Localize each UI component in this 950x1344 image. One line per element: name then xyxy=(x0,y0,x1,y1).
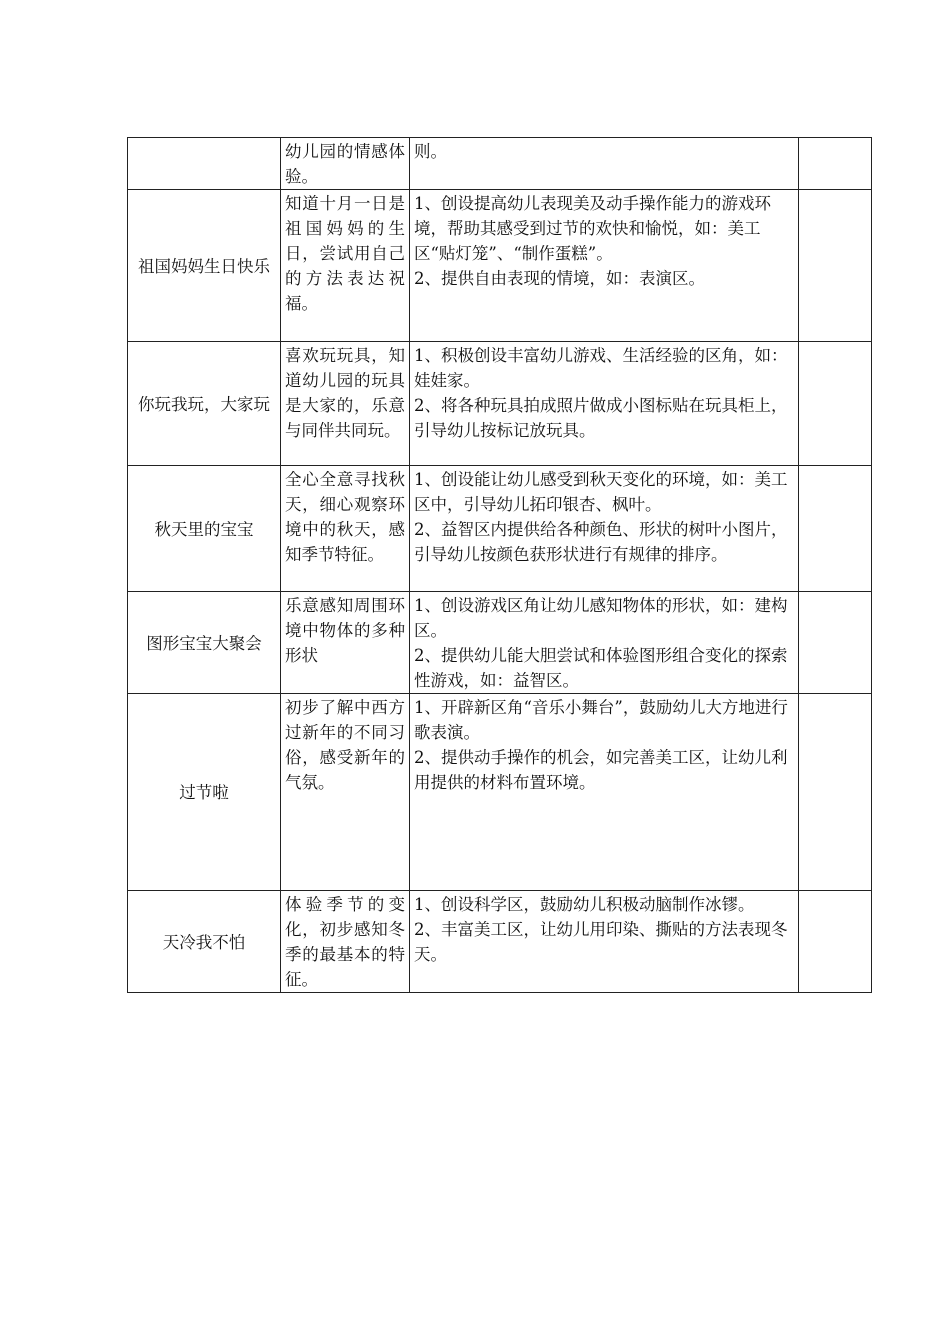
environment-cell xyxy=(410,190,799,342)
environment-item: 1、创设游戏区角让幼儿感知物体的形状，如：建构区。 xyxy=(414,596,788,640)
environment-item: 1、积极创设丰富幼儿游戏、生活经验的区角，如：娃娃家。 xyxy=(414,346,788,390)
theme-cell: 你玩我玩，大家玩 xyxy=(128,342,281,466)
note-cell xyxy=(799,694,872,891)
environment-item: 2、益智区内提供给各种颜色、形状的树叶小图片，引导幼儿按颜色获形状进行有规律的排序。 xyxy=(414,520,788,564)
environment-cell xyxy=(410,891,799,993)
goal-cell: 体验季节的变化，初步感知冬季的最基本的特征。 xyxy=(281,891,410,993)
table-row xyxy=(128,466,872,592)
environment-cell xyxy=(410,342,799,466)
table-row xyxy=(128,138,872,190)
goal-cell: 喜欢玩玩具，知道幼儿园的玩具是大家的，乐意与同伴共同玩。 xyxy=(281,342,410,466)
table-row xyxy=(128,190,872,342)
theme-cell: 秋天里的宝宝 xyxy=(128,466,281,592)
note-cell xyxy=(799,190,872,342)
theme-cell xyxy=(128,138,281,190)
theme-cell: 天冷我不怕 xyxy=(128,891,281,993)
environment-cell xyxy=(410,466,799,592)
environment-item: 2、提供动手操作的机会，如完善美工区，让幼儿利用提供的材料布置环境。 xyxy=(414,748,788,792)
goal-cell: 全心全意寻找秋天，细心观察环境中的秋天，感知季节特征。 xyxy=(281,466,410,592)
environment-item: 2、提供幼儿能大胆尝试和体验图形组合变化的探索性游戏，如：益智区。 xyxy=(414,646,788,690)
goal-cell: 幼儿园的情感体验。 xyxy=(281,138,410,190)
environment-item: 则。 xyxy=(414,142,447,161)
note-cell xyxy=(799,466,872,592)
environment-item: 2、提供自由表现的情境，如：表演区。 xyxy=(414,269,705,288)
theme-cell: 过节啦 xyxy=(128,694,281,891)
environment-item: 1、创设科学区，鼓励幼儿积极动脑制作冰镠。 xyxy=(414,895,755,914)
table-row xyxy=(128,342,872,466)
note-cell xyxy=(799,592,872,694)
table-row xyxy=(128,891,872,993)
environment-cell xyxy=(410,138,799,190)
environment-cell xyxy=(410,694,799,891)
environment-item: 2、将各种玩具拍成照片做成小图标贴在玩具柜上，引导幼儿按标记放玩具。 xyxy=(414,396,788,440)
note-cell xyxy=(799,891,872,993)
goal-cell: 知道十月一日是祖国妈妈的生日，尝试用自己的方法表达祝福。 xyxy=(281,190,410,342)
environment-item: 1、开辟新区角“音乐小舞台”，鼓励幼儿大方地进行歌表演。 xyxy=(414,698,788,742)
note-cell xyxy=(799,342,872,466)
environment-item: 1、创设提高幼儿表现美及动手操作能力的游戏环境，帮助其感受到过节的欢快和愉悦，如：美工区“贴灯笼”、“制作蛋糕”。 xyxy=(414,194,771,263)
table-row xyxy=(128,694,872,891)
environment-item: 2、丰富美工区，让幼儿用印染、撕贴的方法表现冬天。 xyxy=(414,920,788,964)
goal-cell: 初步了解中西方过新年的不同习俗，感受新年的气氛。 xyxy=(281,694,410,891)
note-cell xyxy=(799,138,872,190)
environment-cell xyxy=(410,592,799,694)
theme-cell: 祖国妈妈生日快乐 xyxy=(128,190,281,342)
activity-plan-table xyxy=(127,137,872,993)
theme-cell: 图形宝宝大聚会 xyxy=(128,592,281,694)
goal-cell: 乐意感知周围环境中物体的多种形状 xyxy=(281,592,410,694)
table-row xyxy=(128,592,872,694)
environment-item: 1、创设能让幼儿感受到秋天变化的环境，如：美工区中，引导幼儿拓印银杏、枫叶。 xyxy=(414,470,788,514)
